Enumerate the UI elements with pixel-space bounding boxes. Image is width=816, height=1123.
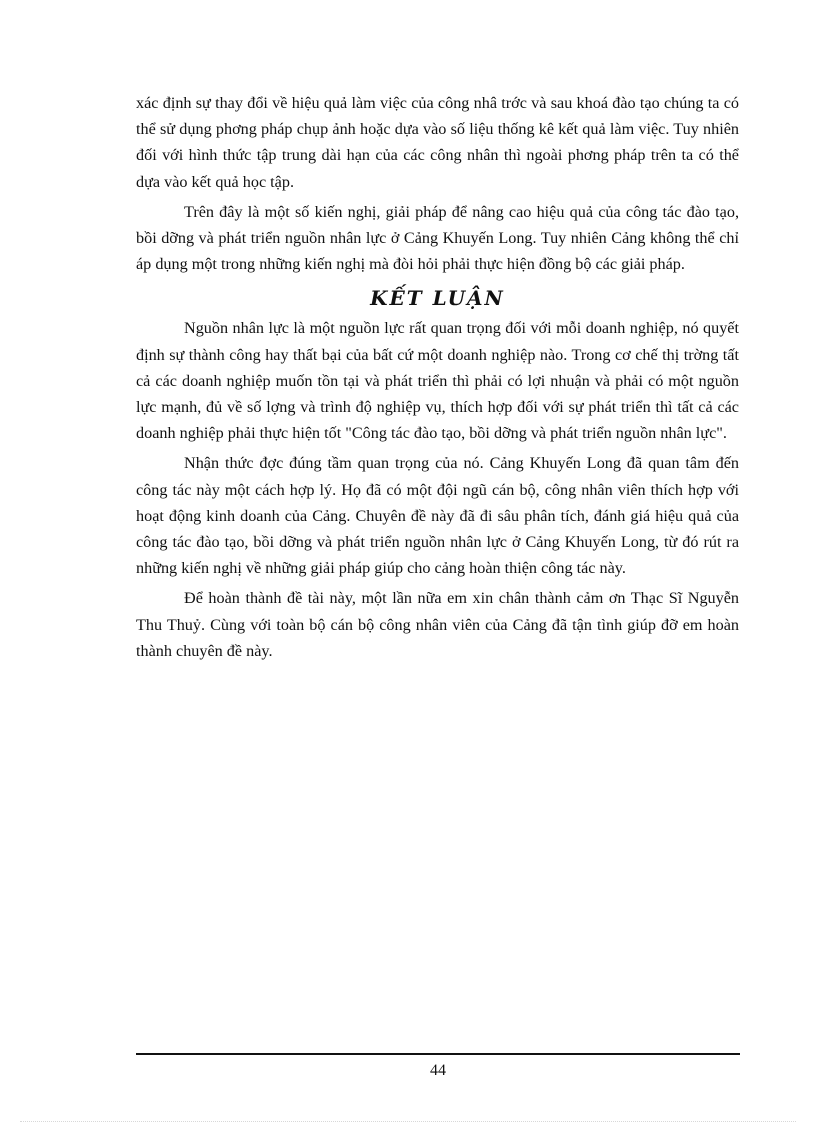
footer-divider xyxy=(136,1053,740,1055)
page-bottom-edge xyxy=(20,1121,796,1122)
page-number: 44 xyxy=(430,1062,446,1079)
paragraph-recommendations-summary: Trên đây là một số kiến nghị, giải pháp để nâng cao hiệu quả của công tác đào tạo, bồi dỡng và phát triển nguồn nhân lực ở Cảng Khuyến Long. Tuy nhiên Cảng không thể chỉ áp dụng một trong những kiến nghị mà đòi hỏi phải thực hiện đồng bộ các giải pháp. xyxy=(136,202,739,274)
paragraph-evaluation-methods: xác định sự thay đổi về hiệu quả làm việc của công nhâ trớc và sau khoá đào tạo chúng ta có thể sử dụng phơng pháp chụp ảnh hoặc dựa vào số liệu thống kê kết quả làm việc. Tuy nhiên đối với hình thức tập trung dài hạn của các công nhân thì ngoài phơng pháp trên ta có thể dựa vào kết quả học tập. xyxy=(136,94,739,191)
paragraph-human-resources-importance: Nguồn nhân lực là một nguồn lực rất quan trọng đối với mỗi doanh nghiệp, nó quyết định sự thành công hay thất bại của bất cứ một doanh nghiệp nào. Trong cơ chế thị trờng tất cả các doanh nghiệp muốn tồn tại và phát triển thì phải có lợi nhuận và phải có một nguồn lực mạnh, đủ về số lợng và trình độ nghiệp vụ, thích hợp đối với sự phát triển thì tất cả các doanh nghiệp phải thực hiện tốt "Công tác đào tạo, bồi dỡng và phát triển nguồn nhân lực". xyxy=(136,319,739,443)
conclusion-heading: KẾT LUẬN xyxy=(370,286,505,311)
paragraph-acknowledgement: Để hoàn thành đề tài này, một lần nữa em xin chân thành cảm ơn Thạc Sĩ Nguyễn Thu Thuỷ. Cùng với toàn bộ cán bộ công nhân viên của Cảng đã tận tình giúp đỡ em hoàn thành chuyên đề này. xyxy=(136,589,739,660)
document-page xyxy=(136,90,739,668)
paragraph-port-awareness: Nhận thức đợc đúng tầm quan trọng của nó. Cảng Khuyến Long đã quan tâm đến công tác này một cách hợp lý. Họ đã có một đội ngũ cán bộ, công nhân viên thích hợp với hoạt động kinh doanh của Cảng. Chuyên đề này đã đi sâu phân tích, đánh giá hiệu quả của công tác đào tạo, bồi dỡng và phát triển nguồn nhân lực ở Cảng Khuyến Long, từ đó rút ra những kiến nghị về những giải pháp giúp cho cảng hoàn thiện công tác này. xyxy=(136,454,739,578)
